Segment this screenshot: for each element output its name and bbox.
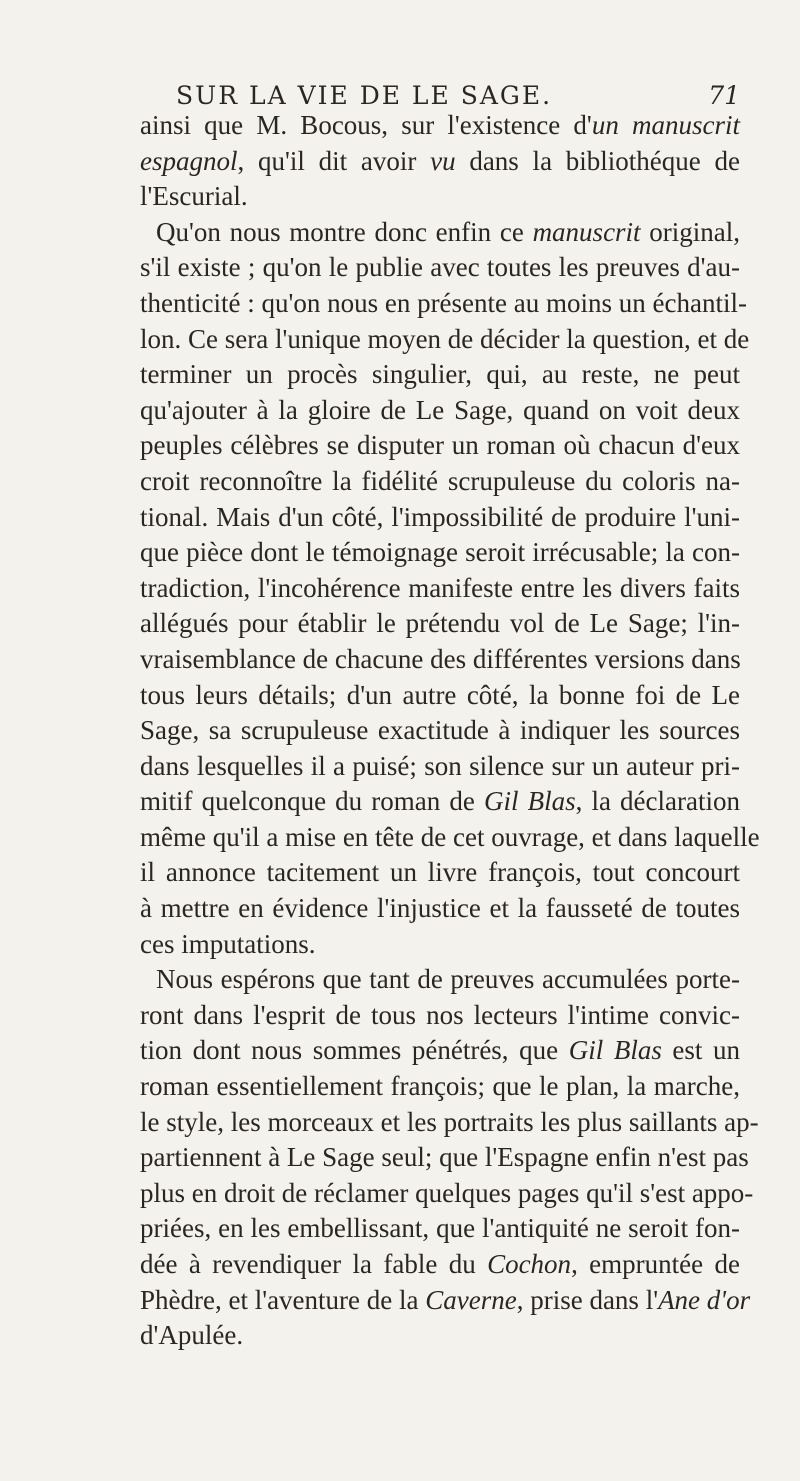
text-line: tradiction, l'incohérence manifeste entre les divers faits <box>140 572 740 603</box>
text-line: le style, les morceaux et les portraits les plus saillants ap- <box>140 1106 759 1137</box>
text-line: croit reconnoître la fidélité scrupuleuse du coloris na- <box>140 465 740 496</box>
text-line: vraisemblance de chacune des différentes versions dans <box>140 643 741 674</box>
text-line: même qu'il a mise en tête de cet ouvrage, et dans laquelle <box>140 821 760 852</box>
text-line: tous leurs détails; d'un autre côté, la bonne foi de Le <box>140 679 740 710</box>
text-line: s'il existe ; qu'on le publie avec toutes les preuves d'au- <box>140 252 740 283</box>
text-line: dans lesquelles il a puisé; son silence sur un auteur pri- <box>140 750 740 781</box>
text-line: espagnol, qu'il dit avoir vu dans la bibliothéque de <box>140 145 740 176</box>
text-line: que pièce dont le témoignage seroit irrécusable; la con- <box>140 537 740 568</box>
text-line: priées, en les embellissant, que l'antiquité ne seroit fon- <box>140 1213 740 1244</box>
text-line: Sage, sa scrupuleuse exactitude à indiquer les sources <box>140 715 740 746</box>
text-line: tional. Mais d'un côté, l'impossibilité de produire l'uni- <box>140 501 740 532</box>
text-line: peuples célèbres se disputer un roman où chacun d'eux <box>140 430 740 461</box>
text-line: Phèdre, et l'aventure de la Caverne, prise dans l'Ane d'or <box>140 1284 751 1315</box>
text-line: l'Escurial. <box>140 181 248 212</box>
text-line: ces imputations. <box>140 928 316 959</box>
text-line: Nous espérons que tant de preuves accumulées porte- <box>156 964 740 995</box>
text-line: partiennent à Le Sage seul; que l'Espagne enfin n'est pas <box>140 1142 749 1173</box>
text-line: plus en droit de réclamer quelques pages qu'il s'est appo- <box>140 1177 754 1208</box>
text-line: à mettre en évidence l'injustice et la fausseté de toutes <box>140 893 740 924</box>
text-line: tion dont nous sommes pénétrés, que Gil Blas est un <box>140 1035 740 1066</box>
text-line: ainsi que M. Bocous, sur l'existence d'un manuscrit <box>140 110 741 140</box>
text-line: il annonce tacitement un livre françois, tout concourt <box>140 857 740 888</box>
text-line: mitif quelconque du roman de Gil Blas, la déclaration <box>140 786 740 817</box>
text-line: d'Apulée. <box>140 1320 244 1351</box>
text-line: ront dans l'esprit de tous nos lecteurs l'intime convic- <box>140 999 740 1030</box>
text-line: terminer un procès singulier, qui, au reste, ne peut <box>140 359 740 390</box>
text-line: Qu'on nous montre donc enfin ce manuscrit original, <box>156 216 741 247</box>
body-text <box>140 108 760 1354</box>
text-line: qu'ajouter à la gloire de Le Sage, quand on voit deux <box>140 394 740 425</box>
text-line: roman essentiellement françois; que le plan, la marche, <box>140 1071 740 1102</box>
text-line: thenticité : qu'on nous en présente au moins un échantil- <box>140 287 747 318</box>
page-number: 71 <box>708 81 740 110</box>
text-line: allégués pour établir le prétendu vol de Le Sage; l'in- <box>140 608 740 639</box>
text-line: dée à revendiquer la fable du Cochon, empruntée de <box>140 1249 740 1279</box>
running-title: SUR LA VIE DE LE SAGE. <box>176 81 553 110</box>
text-line: lon. Ce sera l'unique moyen de décider la question, et de <box>140 323 750 354</box>
